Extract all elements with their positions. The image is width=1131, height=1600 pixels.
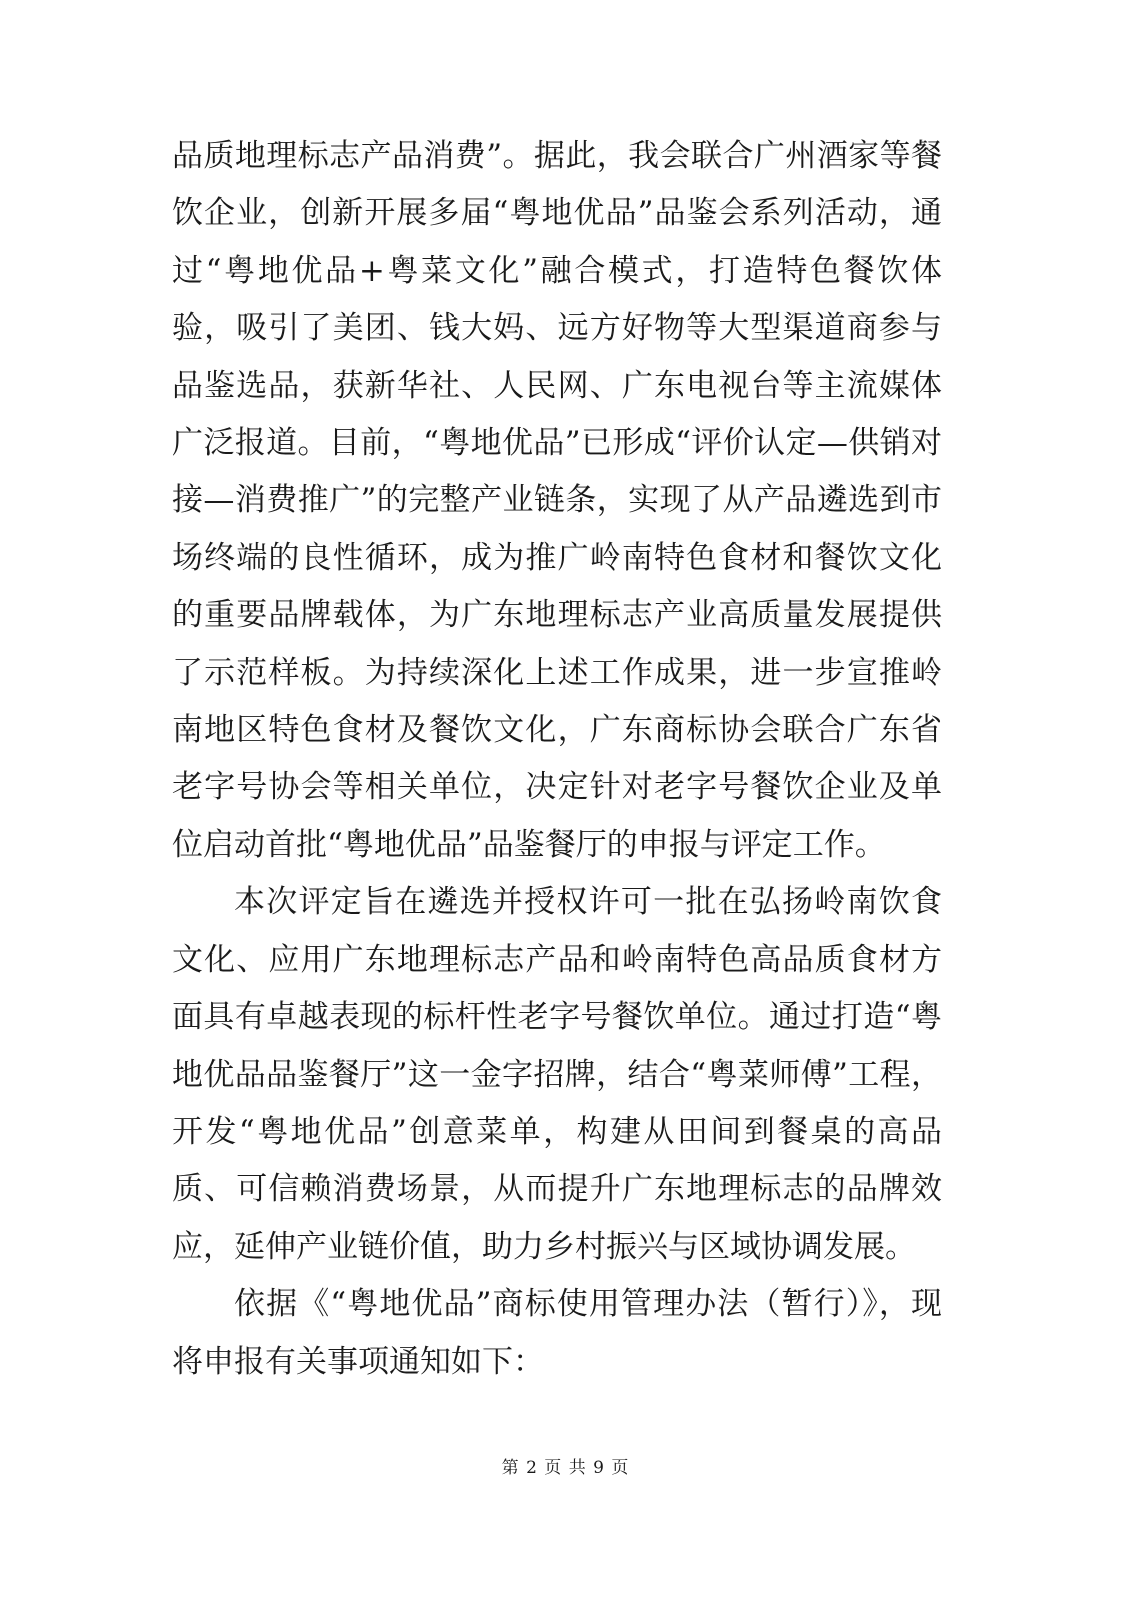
body-text — [172, 128, 942, 1391]
paragraph-evaluation-purpose: 本次评定旨在遴选并授权许可一批在弘扬岭南饮食文化、应用广东地理标志产品和岭南特色高品质食材方面具有卓越表现的标杆性老字号餐饮单位。通过打造“粤地优品品鉴餐厅”这一金字招牌，结合“粤菜师傅”工程，开发“粤地优品”创意菜单，构建从田间到餐桌的高品质、可信赖消费场景，从而提升广东地理标志的品牌效应，延伸产业链价值，助力乡村振兴与区域协调发展。 — [172, 884, 942, 1265]
paragraph-notice-basis: 依据《“粤地优品”商标使用管理办法（暂行）》，现将申报有关事项通知如下： — [172, 1286, 942, 1380]
paragraph-continuation: 品质地理标志产品消费”。据此，我会联合广州酒家等餐饮企业，创新开展多届“粤地优品”品鉴会系列活动，通过“粤地优品+粤菜文化”融合模式，打造特色餐饮体验，吸引了美团、钱大妈、远方好物等大型渠道商参与品鉴选品，获新华社、人民网、广东电视台等主流媒体广泛报道。目前，“粤地优品”已形成“评价认定—供销对接—消费推广”的完整产业链条，实现了从产品遴选到市场终端的良性循环，成为推广岭南特色食材和餐饮文化的重要品牌载体，为广东地理标志产业高质量发展提供了示范样板。为持续深化上述工作成果，进一步宣推岭南地区特色食材及餐饮文化，广东商标协会联合广东省老字号协会等相关单位，决定针对老字号餐饮企业及单位启动首批“粤地优品”品鉴餐厅的申报与评定工作。 — [172, 138, 942, 863]
page-number-footer: 第 2 页 共 9 页 — [501, 1458, 630, 1478]
